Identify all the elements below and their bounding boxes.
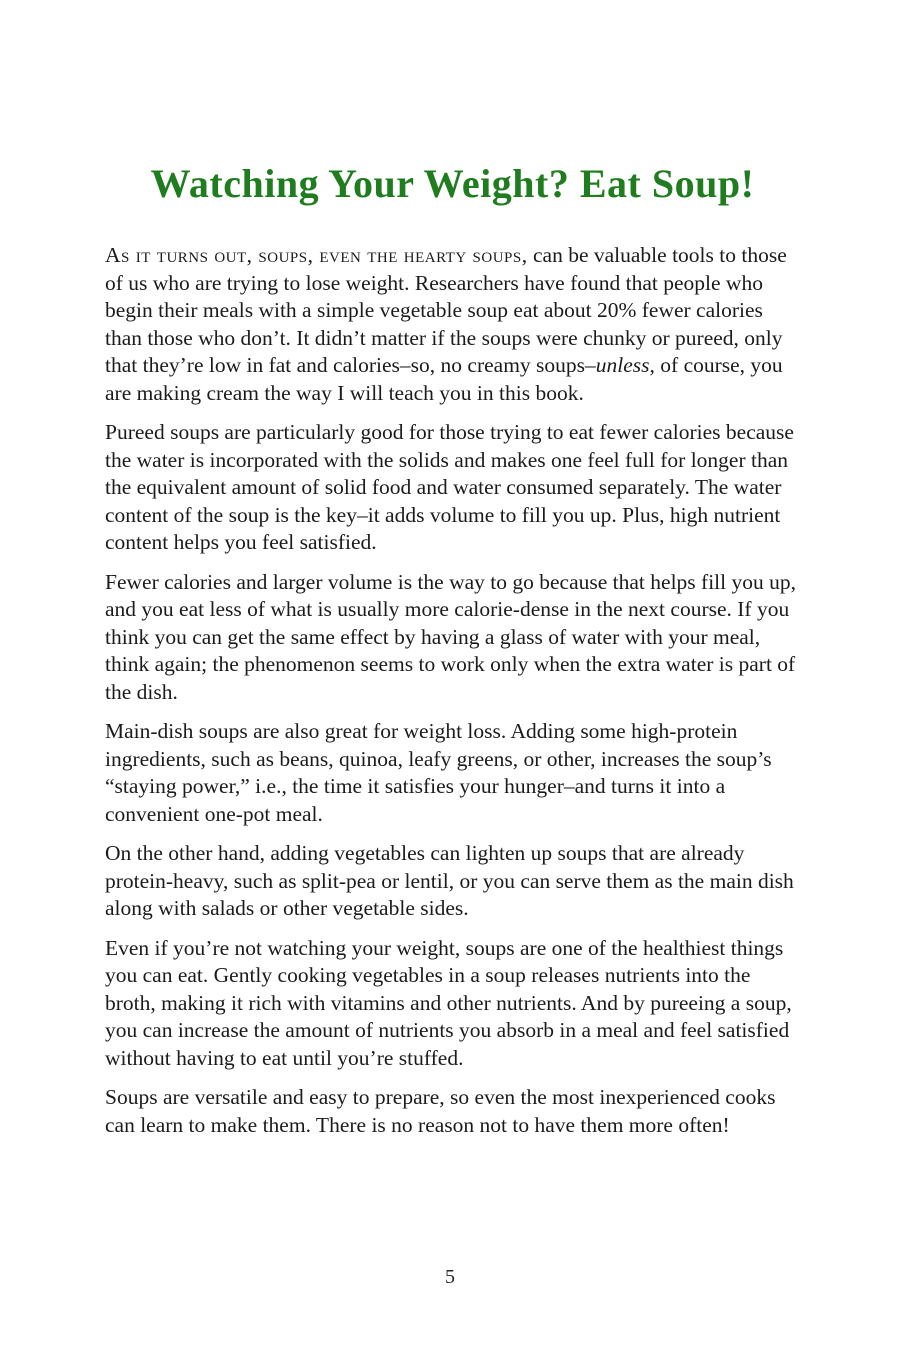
lead-smallcaps-text: As it turns out, soups, even the hearty soups, xyxy=(105,243,528,267)
paragraph: On the other hand, adding vegetables can lighten up soups that are already protein-heavy, such as split-pea or lentil, or you can serve them as the main dish along with salads or other vegetable sides. xyxy=(105,841,794,920)
paragraph: Main-dish soups are also great for weight loss. Adding some high-protein ingredients, such as beans, quinoa, leafy greens, or other, increases the soup’s “staying power,” i.e., the time it satisfies your hunger–and turns it into a convenient one-pot meal. xyxy=(105,719,772,826)
page-number: 5 xyxy=(445,1266,455,1288)
paragraph: Soups are versatile and easy to prepare, so even the most inexperienced cooks can learn to make them. There is no reason not to have them more often! xyxy=(105,1085,776,1137)
page-title: Watching Your Weight? Eat Soup! xyxy=(150,161,755,206)
lead-body-text-2: , of course, you are making cream the way I will teach you in this book. xyxy=(105,353,783,405)
paragraph: Fewer calories and larger volume is the way to go because that helps fill you up, and you eat less of what is usually more calorie-dense in the next course. If you think you can get the same effect by having a glass of water with your meal, think again; the phenomenon seems to work only when the extra water is part of the dish. xyxy=(105,569,796,704)
paragraph: Pureed soups are particularly good for those trying to eat fewer calories because the water is incorporated with the solids and makes one feel full for longer than the equivalent amount of solid food and water consumed separately. The water content of the soup is the key–it adds volume to fill you up. Plus, high nutrient content helps you feel satisfied. xyxy=(105,420,794,554)
paragraph: Even if you’re not watching your weight, soups are one of the healthiest things you can eat. Gently cooking vegetables in a soup releases nutrients into the broth, making it rich with vitamins and other nutrients. And by pureeing a soup, you can increase the amount of nutrients you absorb in a meal and feel satisfied without having to eat until you’re stuffed. xyxy=(105,935,792,1070)
paragraph-lead xyxy=(105,242,800,407)
page-content xyxy=(105,160,800,1151)
lead-body-text-1: can be valuable tools to those of us who are trying to lose weight. Researchers have found that people who begin their meals with a simple vegetable soup eat about 20% fewer calories than those who don’t. It didn’t matter if the soups were chunky or pureed, only that they’re low in fat and calories–so, no creamy soups– xyxy=(105,243,787,377)
lead-italic-word: unless xyxy=(595,353,650,377)
